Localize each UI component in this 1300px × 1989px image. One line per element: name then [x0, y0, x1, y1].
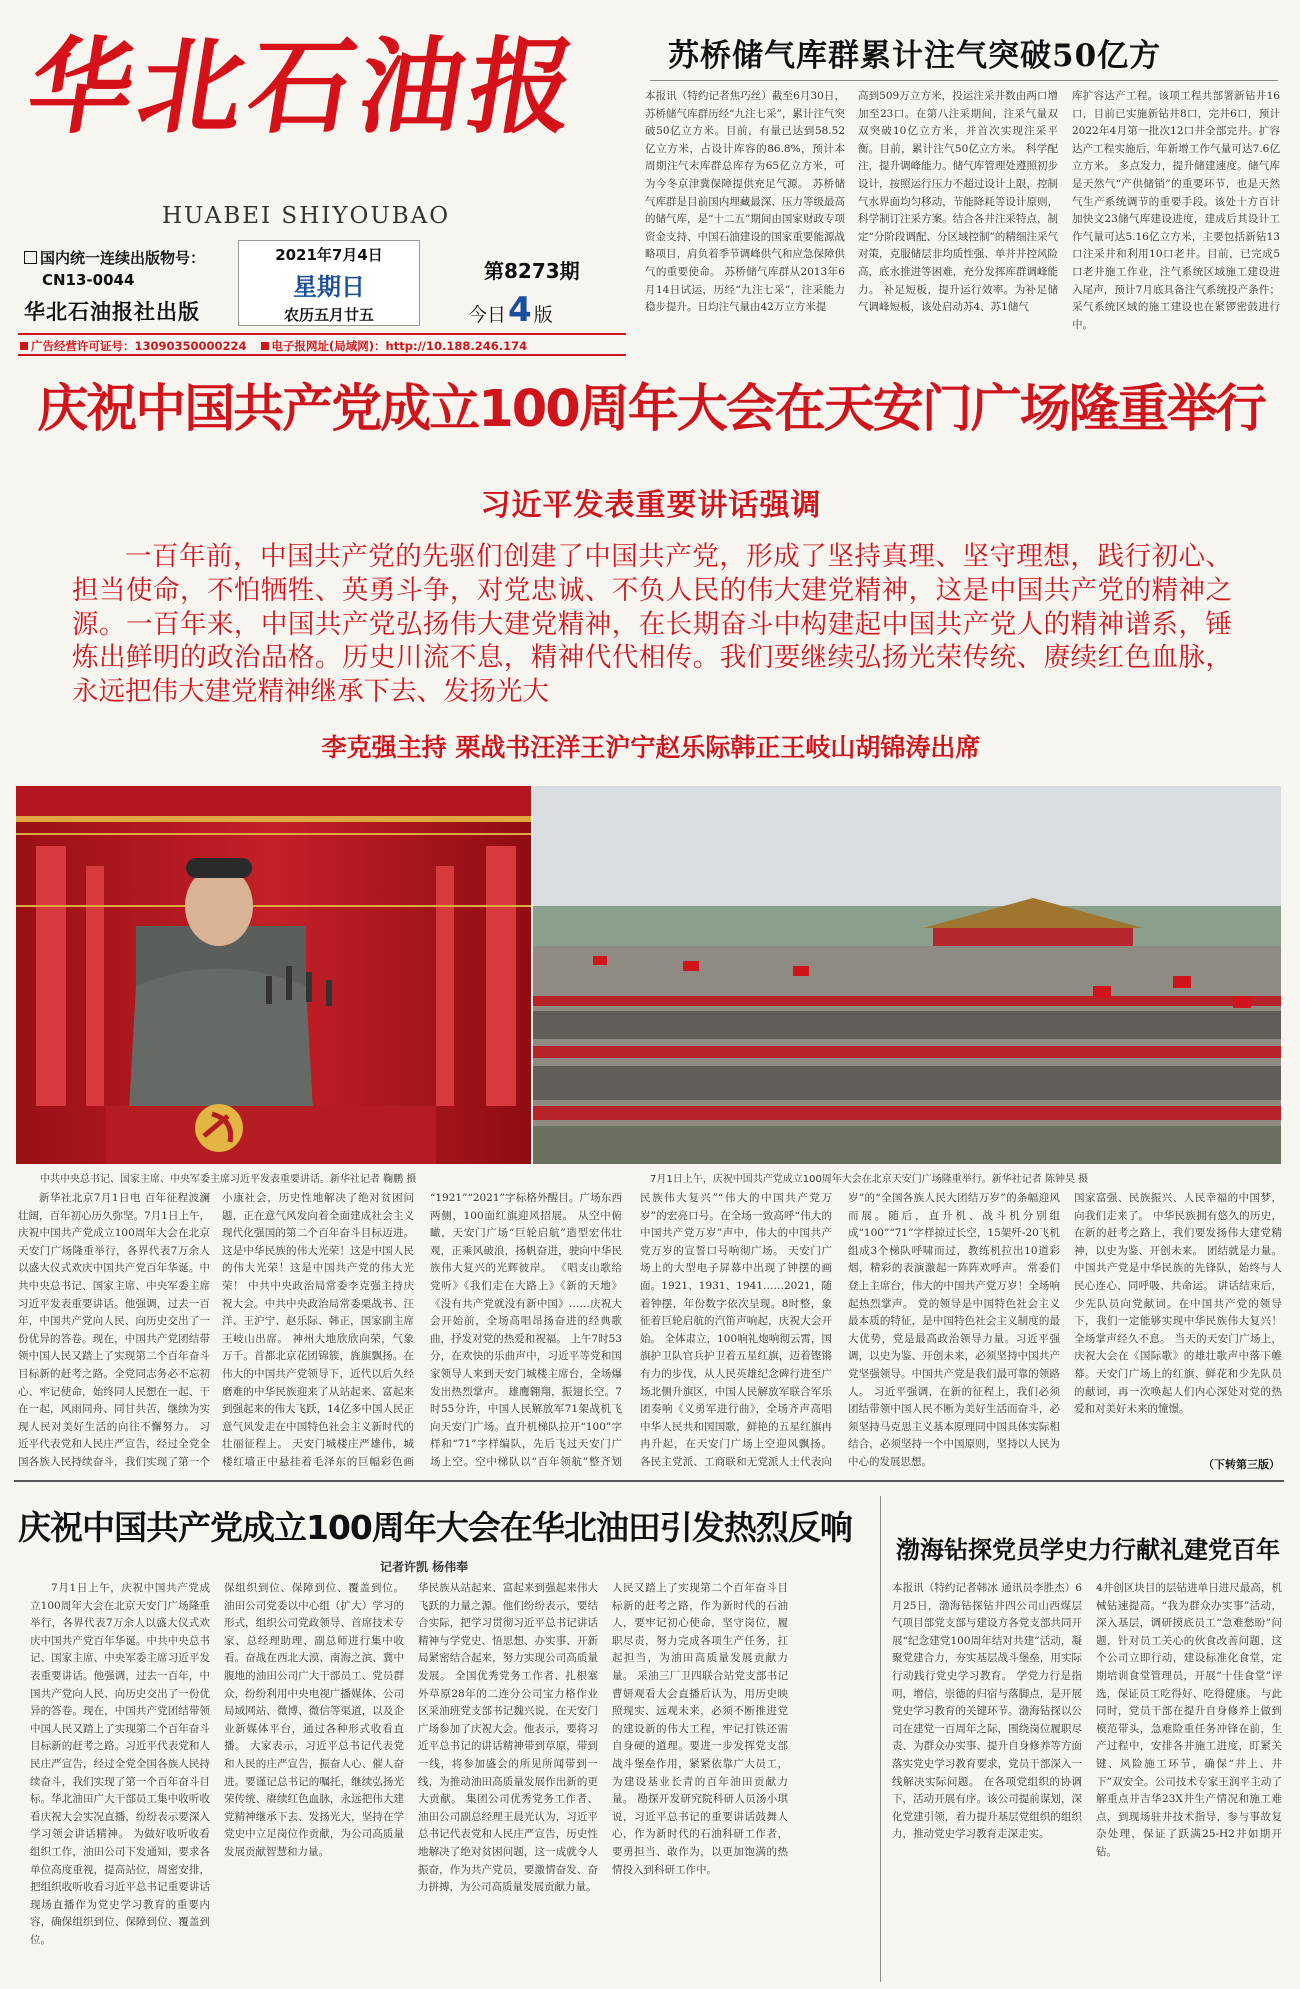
- bottom-headline: 庆祝中国共产党成立100周年大会在华北油田引发热烈反响: [18, 1508, 852, 1547]
- lead-body-col-1: 新华社北京7月1日电 百年征程波澜壮阔，百年初心历久弥坚。7月1日上午，庆祝中国共产党成立100周年大会在北京天安门广场隆重举行，各界代表7万余人以盛大仪式欢庆中国共产党百年华诞。中共中央总书记、国家主席、中央军委主席习近平发表重要讲话。他强调，过去一百年，中国共产党向人民、向历史交出了一份优异的答卷。现在，中国共产党团结带领中国人民又踏上了实现第二个百年奋斗目标新的赶考之路。全党同志务必不忘初心、牢记使命，始终同人民想在一起、干在一起，风雨同舟、同甘共苦，继续为实现人民对美好生活的向往不懈努力。 习近平代表党和人民庄严宣告，经过全党全国各族人民持续奋斗，我们实现了第一个: [18, 1192, 210, 1468]
- publisher: 华北石油报社出版: [24, 300, 200, 324]
- pages-suffix: 版: [533, 304, 553, 326]
- lead-subhead: 习近平发表重要讲话强调: [480, 488, 822, 523]
- lunar-date: 农历五月廿五: [283, 306, 374, 324]
- lead-body-col-3: “1921”“2021”字标格外醒目。广场东西两侧，100面红旗迎风招展。 从空中俯瞰，天安门广场“巨轮启航”造型宏伟壮观，正乘风破浪，扬帆奋进，驶向中华民族伟大复兴的光辉彼岸。 《唱支山歌给党听》《我们走在大路上》《新的天地》《没有共产党就没有新中国》……庆祝大会开始前，全场高唱昂扬奋进的经典歌曲，抒发对党的热爱和祝福。 上午7时53分，在欢快的乐曲声中，习近平等党和国家领导人来到天安门城楼主席台，全场爆发出热烈掌声。 雄鹰翱翔，振翅长空。7时55分许，中国人民解放军71架战机飞向天安门广场。直升机梯队拉开“100”字样和“71”字样编队，先后飞过天安门广场上空。空中梯队以“百年领航”整齐划: [430, 1192, 622, 1468]
- date-box: [238, 240, 420, 326]
- weekday: 星期日: [293, 273, 365, 301]
- ad-license: 广告经营许可证号：13090350000224: [31, 339, 247, 353]
- pages-prefix: 今日: [468, 304, 507, 326]
- issue-number: 第8273期: [484, 259, 580, 283]
- serial-code: CN13-0044: [42, 271, 135, 289]
- photo-caption-right: 7月1日上午，庆祝中国共产党成立100周年大会在北京天安门广场隆重举行。新华社记者 陈钟昊 摄: [650, 1174, 1089, 1185]
- speech-photo-illustration: [16, 786, 531, 1164]
- masthead-title: 华北石油报: [20, 25, 590, 148]
- pages-number: 4: [508, 290, 532, 330]
- lead-body-col-6: 国家富强、民族振兴、人民幸福的中国梦，向我们走来了。 中华民族拥有悠久的历史，在新的赶考之路上，我们要发扬伟大建党精神，以史为鉴、开创未来。 团结就是力量。中国共产党是中华民族的先锋队，始终与人民心连心、同呼吸、共命运。 讲话结束后，少先队员向党献词。在中国共产党的领导下，我们一定能够实现中华民族伟大复兴！全场掌声经久不息。 当天的天安门广场上，庆祝大会在《国际歌》的雄壮歌声中落下帷幕。天安门广场上的红旗、鲜花和少先队员的献词，再一次唤起人们内心深处对党的热爱和对美好未来的憧憬。: [1074, 1192, 1282, 1416]
- photo-caption-left: 中共中央总书记、国家主席、中央军委主席习近平发表重要讲话。新华社记者 鞠鹏 摄: [40, 1174, 417, 1185]
- top-story-col-3: 库扩容达产工程。该项工程共部署新钻井16口，目前已实施新钻井8口，完井6口，预计2022年4月第一批次12口井全部完井。扩容达产工程实施后，年新增工作气量可达7.6亿立方米。 多点发力，提升储建速度。储气库是天然气“产供储销”的重要环节，也是天然气生产系统调节的重要手段。该处十方百计加快文23储气库建设进度，建成后其设计工作气量可达5.16亿立方米，主要包括新钻13口注采井和利用10口老井。目前，已完成5口老井施工作业，注气系统区域施工建设进入尾声，预计7月底具备注气系统投产条件；采气系统区域的施工建设也在紧锣密鼓进行中。: [1072, 90, 1280, 331]
- sidebar-col-1: 本报讯（特约记者韩冰 通讯员李胜杰）6月25日，渤海钻探钻井四公司山西煤层气项目部党支部与建设方各党支部共同开展“纪念建党100周年结对共建”活动，凝聚党建合力，夯实基层战斗堡垒，用实际行动践行党史学习教育。 学党力行是指明，增信，崇德的归宿与落脚点，是开展党史学习教育的关键环节。渤海钻探以公司在建党一百周年之际，围绕岗位履职尽责、为群众办实事、提升自身修养等方面落实党史学习教育要求，党员干部深入一线解决实际问题。 在各项党组织的协调下，活动开展有序。该公司提前谋划，深化党建引领，着力提升基层党组织的组织力，推动党史学习教育走深走实。: [892, 1582, 1082, 1841]
- square-photo-illustration: [533, 786, 1281, 1164]
- bottom-col-3: 华民族从站起来、富起来到强起来伟大飞跃的力量之源。他们纷纷表示，要结合实际，把学习贯彻习近平总书记讲话精神与学党史、悟思想、办实事、开新局紧密结合起来，努力实现公司高质量发展。 全国优秀党务工作者、扎根塞外草原28年的二连分公司宝力格作业区采油班党支部书记魏兴说，在天安门广场参加了庆祝大会。他表示，要将习近平总书记的讲话精神带到草原，带到一线，将参加盛会的所见所闻带到一线，为推动油田高质量发展作出新的更大贡献。 集团公司优秀党务工作者、油田公司副总经理王晨光认为，习近平总书记代表党和人民庄严宣告，历史性地解决了绝对贫困问题，这一成就令人振奋，作为共产党员，要激情奋发、奋力拼搏，为公司高质量发展贡献力量。: [418, 1582, 598, 1894]
- pages-today: [468, 290, 553, 330]
- lead-attendees: 李克强主持 栗战书汪洋王沪宁赵乐际韩正王岐山胡锦涛出席: [321, 733, 981, 762]
- license-row: [20, 338, 630, 354]
- lead-quote: 一百年前，中国共产党的先驱们创建了中国共产党，形成了坚持真理、坚守理想，践行初心、担当使命，不怕牺牲、英勇斗争，对党忠诚、不负人民的伟大建党精神，这是中国共产党的精神之源。一百年来，中国共产党弘扬伟大建党精神，在长期奋斗中构建起中国共产党人的精神谱系，锤炼出鲜明的政治品格。历史川流不息，精神代代相传。我们要继续弘扬光荣传统、赓续红色血脉，永远把伟大建党精神继承下去、发扬光大: [72, 541, 1232, 708]
- bottom-col-1: 7月1日上午，庆祝中国共产党成立100周年大会在北京天安门广场隆重举行，各界代表7万余人以盛大仪式欢庆中国共产党百年华诞。中共中央总书记、国家主席、中央军委主席习近平发表重要讲话。他强调，过去一百年，中国共产党向人民、向历史交出了一份优异的答卷。现在，中国共产党团结带领中国人民又踏上了实现第二个百年奋斗目标新的赶考之路。习近平代表党和人民庄严宣告，经过全党全国各族人民持续奋斗，我们实现了第一个百年奋斗目标。华北油田广大干部员工集中收听收看庆祝大会实况直播，纷纷表示要深入学习领会讲话精神。 为做好收听收看组织工作，油田公司下发通知，要求各单位高度重视，提高站位，周密安排，把组织收听收看习近平总书记重要讲话现场直播作为党史学习教育的重要内容，确保组织到位、保障到位、覆盖到位。: [30, 1582, 210, 1946]
- top-story-rule: [650, 80, 1278, 81]
- section-divider: [14, 1480, 1284, 1482]
- sidebar-divider: [880, 1496, 881, 1982]
- square-bullet-icon: [261, 342, 269, 350]
- bottom-col-2: 保组织到位、保障到位、覆盖到位。 油田公司党委以中心组（扩大）学习的形式，组织公司党政领导、首席技术专家、总经理助理、副总师进行集中收看。奋战在西北大漠、南海之滨、冀中腹地的油田公司广大干部员工、党员群众，纷纷利用中央电视广播媒体、公司局域网站、微博、微信等渠道，以及企业新媒体平台，通过各种形式收看直播。 大家表示，习近平总书记代表党和人民的庄严宣告，振奋人心、催人奋进。要谨记总书记的嘱托，继续弘扬光荣传统、赓续红色血脉，永远把伟大建党精神继承下去、发扬光大，坚持在学党史中立足岗位作贡献，为公司高质量发展贡献智慧和力量。: [224, 1582, 404, 1858]
- masthead-pinyin: HUABEI SHIYOUBAO: [162, 203, 451, 229]
- photo-speech: [16, 786, 531, 1164]
- sidebar-headline: 渤海钻探党员学史力行献礼建党百年: [896, 1536, 1280, 1564]
- checkbox-icon: [24, 251, 37, 264]
- serial-label: 国内统一连续出版物号：: [40, 249, 206, 267]
- lead-headline: 庆祝中国共产党成立100周年大会在天安门广场隆重举行: [37, 380, 1265, 439]
- lead-body-col-5: 岁”的“全国各族人民大团结万岁”的条幅迎风而展。随后，直升机、战斗机分别组成“100”“71”字样掠过长空，15架歼-20飞机组成3个梯队呼啸而过，教练机拉出10道彩烟，精彩的表演激起一阵阵欢呼声。 常委们登上主席台，伟大的中国共产党万岁！全场响起热烈掌声。 党的领导是中国特色社会主义最本质的特征，是中国特色社会主义制度的最大优势，党是最高政治领导力量。习近平强调，以史为鉴、开创未来，必须坚持中国共产党坚强领导。中国共产党是我们最可靠的领路人。 习近平强调，在新的征程上，我们必须团结带领中国人民不断为美好生活而奋斗，必须坚持马克思主义基本原理同中国具体实际相结合，必须坚持一个中国原则，坚持以人民为中心的发展思想。: [848, 1192, 1060, 1468]
- sidebar-col-2: 4井创区块目的层钻进单日进尺最高，机械钻速提高。“我为群众办实事”活动，深入基层，调研摸底员工“急难愁盼”问题，针对员工关心的伙食改善问题，这个公司立即行动，建设标准化食堂，定期培训食堂管理员，开展“十佳食堂”评选，保证员工吃得好、吃得健康。 与此同时，党员干部在提升自身修养上做到模范带头，急难险重任务冲锋在前，生产过程中，安排各井施工进度，盯紧关键、风险施工环节，确保“井上、井下”双安全。公司技术专家王润平主动了解重点井吉华23X井生产情况和施工难点，到现场驻井技术指导，参与事故复杂处理，保证了跃满25-H2井如期开钻。: [1096, 1582, 1282, 1858]
- serial-label-row: [24, 248, 229, 268]
- masthead-rule: [18, 333, 626, 335]
- top-story-col-2: 高到509万立方米，投运注采井数由两口增加至23口。在第八注采期间，注采气量双双突破10亿立方米，并首次实现注采平衡。目前，累计注气50亿立方米。 科学配注，提升调峰能力。储气库管理处遵照初步设计，按照运行压力不超过设计上限，控制气水界面均匀移动，节能降耗等设计原则，科学制订注采方案。结合各井注采特点，制定“分阶段调配、分区域控制”的精细注采气对策，克服储层非均质性强、单井井控风险高，底水推进等困难，充分发挥库群调峰能力。 补足短板，提升运行效率。为补足储气调峰短板，该处启动苏4、苏1储气: [858, 90, 1058, 314]
- top-story-col-1: 本报讯（特约记者焦巧丝）截至6月30日，苏桥储气库群历经“九注七采”，累计注气突破50亿立方米。目前，有量已达到58.52亿立方米，占设计库容的86.8%，预计本周期注气末库群总库存为65亿立方米，可为今冬京津冀保障提供充足气源。 苏桥储气库群是目前国内埋藏最深、压力等级最高的储气库，是“十二五”期间由国家财政专项资金支持、中国石油建设的国家重要能源战略项目，肩负着季节调峰供气和应急保障供气的重要使命。 苏桥储气库群从2013年6月14日试运，历经“九注七采”，注采能力稳步提升。日均注气量由42万立方米提: [645, 90, 845, 314]
- continued-note: （下转第三版）: [1203, 1458, 1280, 1471]
- bottom-byline: 记者许凯 杨伟奉: [380, 1560, 469, 1574]
- masthead-rule-bottom: [18, 354, 626, 356]
- lead-body-col-2: 小康社会，历史性地解决了绝对贫困问题，正在意气风发向着全面建成社会主义现代化强国的第二个百年奋斗目标迈进。这是中华民族的伟大光荣！这是中国人民的伟大光荣！这是中国共产党的伟大光荣！ 中共中央政治局常委李克强主持庆祝大会。中共中央政治局常委栗战书、汪洋、王沪宁、赵乐际、韩正，国家副主席王岐山出席。 神州大地欣欣向荣，气象万千。首都北京花团锦簇，旌旗飘扬。在伟大的中国共产党领导下，近代以后久经磨难的中华民族迎来了从站起来、富起来到强起来的伟大飞跃，14亿多中国人民正意气风发走在中国特色社会主义新时代的壮丽征程上。 天安门城楼庄严雄伟，城楼红墙正中悬挂着毛泽东的巨幅彩色画: [222, 1192, 414, 1468]
- top-story-headline: 苏桥储气库群累计注气突破50亿方: [668, 38, 1162, 74]
- website: 电子报网址(局域网)：http://10.188.246.174: [271, 339, 528, 353]
- photo-square: [533, 786, 1281, 1164]
- lead-body-col-4: 民族伟大复兴”“伟大的中国共产党万岁”的宏亮口号。在全场一致高呼“伟大的中国共产党万岁”声中，伟大的中国共产党万岁的宣誓口号响彻广场。 天安门广场上的大型电子屏幕中出现了钟摆的画面。1921、1931、1941……2021，随着钟摆，年份数字依次呈现。8时整，象征着巨轮启航的汽笛声响起，庆祝大会开始。 全体肃立，100响礼炮响彻云霄，国旗护卫队官兵护卫着五星红旗，迈着铿锵有力的步伐，从人民英雄纪念碑行进至广场北侧升旗区，中国人民解放军联合军乐团奏响《义勇军进行曲》，全场齐声高唱中华人民共和国国歌，鲜艳的五星红旗冉冉升起，在天安门广场上空迎风飘扬。 各民主党派、工商联和无党派人士代表向: [640, 1192, 832, 1468]
- date: 2021年7月4日: [275, 246, 383, 264]
- bottom-col-4: 人民又踏上了实现第二个百年奋斗目标新的赶考之路，作为新时代的石油人，要牢记初心使命，坚守岗位，履职尽责，努力完成各项生产任务，扛起担当，为油田高质量发展贡献力量。 采油三厂卫四联合站党支部书记曹妍观看大会直播后认为，用历史映照现实、远观未来，必须不断推进党的建设新的伟大工程，牢记打铁还需自身硬的道理。要进一步发挥党支部战斗堡垒作用，紧紧依靠广大员工，为建设基业长青的百年油田贡献力量。 勘探开发研究院科研人员汤小琪说，习近平总书记的重要讲话鼓舞人心，作为新时代的石油科研工作者，要勇担当、敢作为，以更加饱满的热情投入到科研工作中。: [612, 1582, 788, 1876]
- square-bullet-icon: [20, 342, 28, 350]
